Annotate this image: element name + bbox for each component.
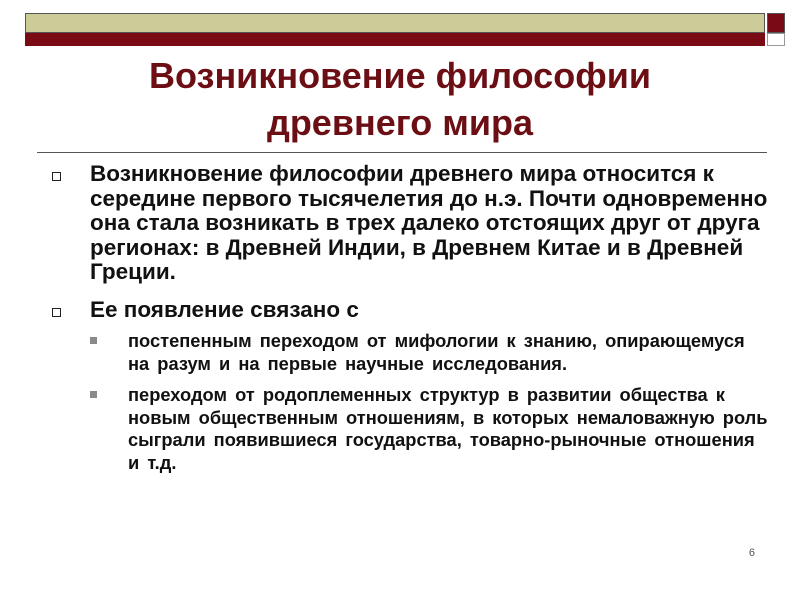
filled-square-bullet-icon (90, 391, 97, 398)
sub-bullet-text: постепенным переходом от мифологии к знанию, опирающемуся на разум и на первые научные исследования. (128, 330, 745, 374)
slide-body (48, 162, 773, 474)
slide-number: 6 (748, 547, 755, 559)
sub-bullet-item (90, 384, 773, 474)
bullet-item (48, 298, 773, 323)
title-divider (37, 152, 767, 153)
slide-title (40, 52, 760, 146)
sub-bullet-item (90, 330, 773, 375)
sub-bullet-list (48, 330, 773, 474)
header-band-maroon (25, 33, 765, 46)
bullet-item (48, 162, 773, 285)
bullet-text: Ее появление связано с (90, 296, 359, 322)
header-corner-square-lower (767, 33, 785, 46)
bullet-text: Возникновение философии древнего мира относится к середине первого тысячелетия до н.э. Почти одновременно она стала возникать в трех далеко отстоящих друг от друга регионах: в Древней Индии, в Древнем Китае и в Древней Греции. (90, 161, 768, 284)
sub-bullet-text: переходом от родоплеменных структур в развитии общества к новым общественным отношениям, в которых немаловажную роль сыграли появившиеся государства, товарно-рыночные отношения и т.д. (128, 384, 768, 473)
slide-title-line-1: Возникновение философии (149, 55, 651, 96)
hollow-square-bullet-icon (52, 308, 61, 317)
slide-title-line-2: древнего мира (266, 102, 534, 143)
header-corner-square (767, 13, 785, 33)
filled-square-bullet-icon (90, 337, 97, 344)
header-band-olive (25, 13, 765, 33)
hollow-square-bullet-icon (52, 172, 61, 181)
